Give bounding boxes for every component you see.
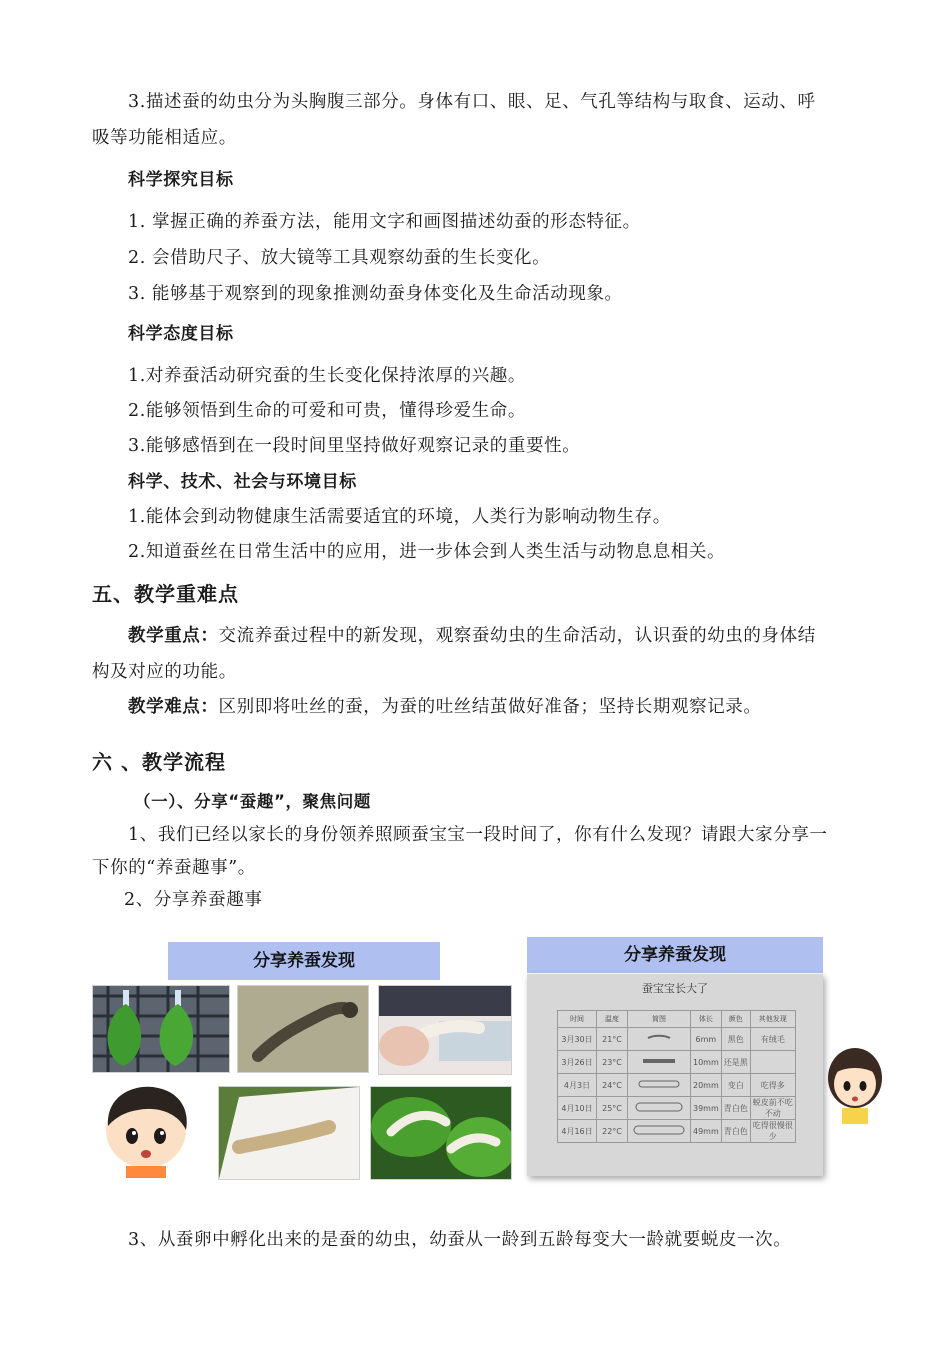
key-points-line1 <box>128 624 816 648</box>
key-points-label: 教学重点： <box>128 626 219 646</box>
photo-leaves-clips <box>92 985 230 1073</box>
photo-larva-cloth <box>218 1086 360 1180</box>
cell-other: 吃得多 <box>750 1074 795 1097</box>
cell-temp: 24°C <box>597 1074 628 1097</box>
header-color: 颜色 <box>721 1011 750 1028</box>
inquiry-goals-heading: 科学探究目标 <box>128 170 234 190</box>
cell-length: 49mm <box>691 1120 722 1143</box>
photo-silkworm-closeup <box>237 985 369 1073</box>
paragraph-p3-line2: 吸等功能相适应。 <box>92 128 237 148</box>
cell-sketch <box>628 1120 691 1143</box>
cell-length: 39mm <box>691 1097 722 1120</box>
cell-color: 青白色 <box>721 1120 750 1143</box>
table-row <box>558 1028 796 1051</box>
inquiry-goal-2: 2. 会借助尺子、放大镜等工具观察幼蚕的生长变化。 <box>128 248 551 268</box>
cell-color: 黑色 <box>721 1028 750 1051</box>
cartoon-boy-illustration <box>98 1078 198 1178</box>
cell-sketch <box>628 1074 691 1097</box>
cell-sketch <box>628 1051 691 1074</box>
cell-date: 3月30日 <box>558 1028 597 1051</box>
paragraph-p3-line1: 3.描述蚕的幼虫分为头胸腹三部分。身体有口、眼、足、气孔等结构与取食、运动、呼 <box>128 92 816 112</box>
figure-banner-right: 分享养蚕发现 <box>527 937 823 973</box>
cell-temp: 22°C <box>597 1120 628 1143</box>
cell-sketch <box>628 1028 691 1051</box>
photo-silkworms-leaves <box>370 1086 512 1180</box>
flow-1-line1: 1、我们已经以家长的身份领养照顾蚕宝宝一段时间了，你有什么发现？请跟大家分享一 <box>128 825 828 845</box>
cell-date: 4月3日 <box>558 1074 597 1097</box>
header-time: 时间 <box>558 1011 597 1028</box>
figure-banner-left: 分享养蚕发现 <box>168 942 440 980</box>
cell-other: 吃得很慢很少 <box>750 1120 795 1143</box>
record-table-header <box>558 1011 796 1028</box>
key-points-line2: 构及对应的功能。 <box>92 662 237 682</box>
key-points-text: 交流养蚕过程中的新发现，观察蚕幼虫的生命活动，认识蚕的幼虫的身体结 <box>218 626 816 646</box>
stse-goal-2: 2.知道蚕丝在日常生活中的应用，进一步体会到人类生活与动物息息相关。 <box>128 542 726 562</box>
record-table <box>557 1010 796 1143</box>
cell-date: 3月26日 <box>558 1051 597 1074</box>
subsection-1-heading: （一）、分享“蚕趣”，聚焦问题 <box>134 792 371 811</box>
inquiry-goal-1: 1. 掌握正确的养蚕方法，能用文字和画图描述幼蚕的形态特征。 <box>128 212 641 232</box>
cell-length: 10mm <box>691 1051 722 1074</box>
attitude-goal-2: 2.能够领悟到生命的可爱和可贵，懂得珍爱生命。 <box>128 401 526 421</box>
table-row <box>558 1051 796 1074</box>
flow-3: 3、从蚕卵中孵化出来的是蚕的幼虫，幼蚕从一龄到五龄每变大一龄就要蜕皮一次。 <box>128 1230 792 1250</box>
table-row <box>558 1074 796 1097</box>
cell-temp: 23°C <box>597 1051 628 1074</box>
table-row <box>558 1097 796 1120</box>
stse-goals-heading: 科学、技术、社会与环境目标 <box>128 472 357 492</box>
cell-color: 变白 <box>721 1074 750 1097</box>
cell-temp: 21°C <box>597 1028 628 1051</box>
attitude-goal-3: 3.能够感悟到在一段时间里坚持做好观察记录的重要性。 <box>128 436 581 456</box>
attitude-goals-heading: 科学态度目标 <box>128 324 234 344</box>
cell-length: 20mm <box>691 1074 722 1097</box>
flow-1-line2: 下你的“养蚕趣事”。 <box>92 858 256 878</box>
cell-temp: 25°C <box>597 1097 628 1120</box>
difficulty-text: 区别即将吐丝的蚕，为蚕的吐丝结茧做好准备；坚持长期观察记录。 <box>218 697 762 717</box>
cell-color: 青白色 <box>721 1097 750 1120</box>
observation-record-sheet <box>527 974 823 1176</box>
cell-sketch <box>628 1097 691 1120</box>
difficulty-line <box>128 695 762 719</box>
cell-other: 有绒毛 <box>750 1028 795 1051</box>
section-5-heading: 五、教学重难点 <box>92 582 239 606</box>
flow-2: 2、分享养蚕趣事 <box>124 890 263 910</box>
attitude-goal-1: 1.对养蚕活动研究蚕的生长变化保持浓厚的兴趣。 <box>128 366 526 386</box>
cell-other <box>750 1051 795 1074</box>
stse-goal-1: 1.能体会到动物健康生活需要适宜的环境，人类行为影响动物生存。 <box>128 507 671 527</box>
table-row <box>558 1120 796 1143</box>
header-other: 其他发现 <box>750 1011 795 1028</box>
cell-date: 4月10日 <box>558 1097 597 1120</box>
header-length: 体长 <box>691 1011 722 1028</box>
cell-date: 4月16日 <box>558 1120 597 1143</box>
header-sketch: 简图 <box>628 1011 691 1028</box>
cell-color: 还是黑 <box>721 1051 750 1074</box>
header-temp: 温度 <box>597 1011 628 1028</box>
cell-other: 蜕皮前不吃不动 <box>750 1097 795 1120</box>
difficulty-label: 教学难点： <box>128 697 219 717</box>
cell-length: 6mm <box>691 1028 722 1051</box>
section-6-heading: 六 、教学流程 <box>92 750 226 774</box>
photo-larva-ruler <box>378 985 512 1075</box>
record-sheet-title: 蚕宝宝长大了 <box>642 982 708 995</box>
cartoon-girl-illustration <box>826 1044 884 1124</box>
inquiry-goal-3: 3. 能够基于观察到的现象推测幼蚕身体变化及生命活动现象。 <box>128 284 623 304</box>
